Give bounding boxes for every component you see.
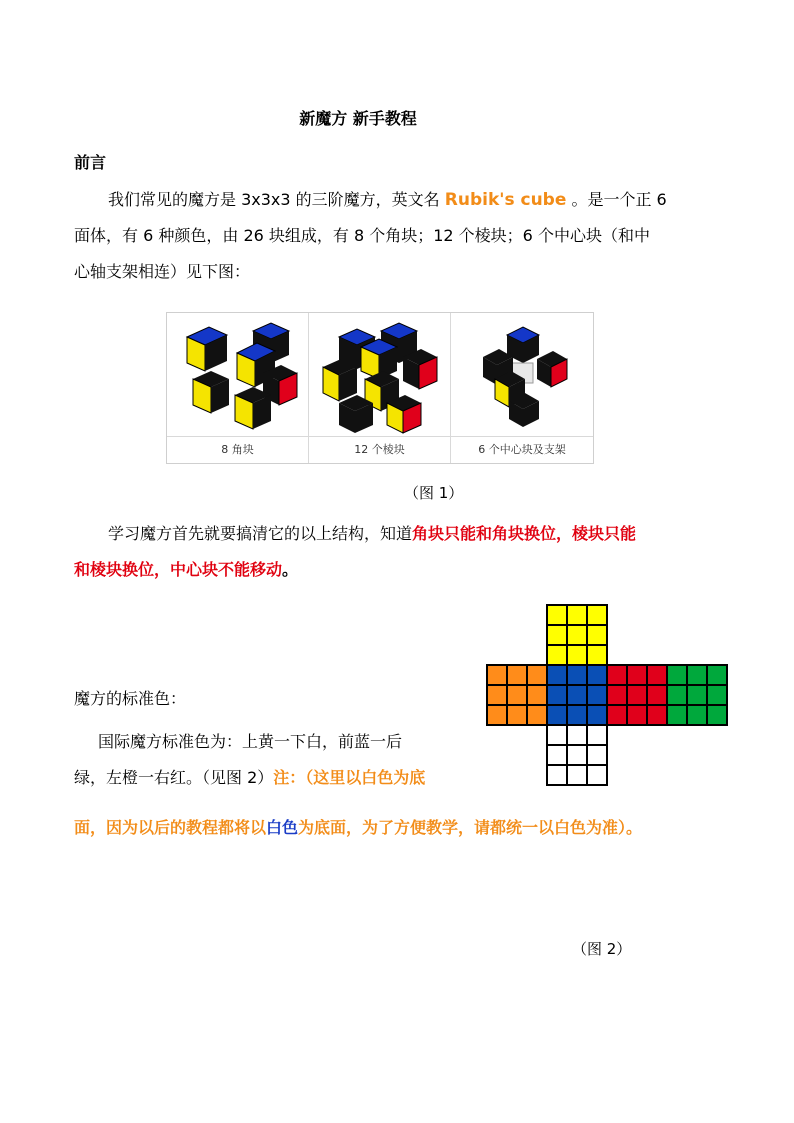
sticker	[667, 665, 687, 685]
sticker	[547, 745, 567, 765]
cube-piece	[537, 351, 567, 387]
standard-line-1: 国际魔方标准色为：上黄一下白，前蓝一后	[98, 732, 403, 751]
figure-1-caption-corners: 8 角块	[167, 436, 308, 463]
figure-2-label: （图 2）	[572, 940, 632, 958]
figure-1-label: （图 1）	[404, 484, 464, 502]
figure-1-caption-centers: 6 个中心块及支架	[451, 436, 593, 463]
face-left	[487, 665, 547, 725]
edge-pieces-illustration	[309, 317, 450, 435]
intro-line-2: 面体，有 6 种颜色，由 26 块组成，有 8 个角块；12 个棱块；6 个中心块（和中	[74, 226, 650, 245]
sticker	[667, 705, 687, 725]
figure-1-caption-edges: 12 个棱块	[309, 436, 450, 463]
face-up	[547, 605, 607, 665]
sticker	[607, 665, 627, 685]
sticker	[647, 705, 667, 725]
sticker	[627, 685, 647, 705]
sticker	[567, 685, 587, 705]
sticker	[587, 765, 607, 785]
sticker	[647, 685, 667, 705]
white-highlight: 白色	[266, 818, 299, 837]
face-back	[667, 665, 727, 725]
edge-pieces-panel	[309, 313, 451, 463]
sticker	[567, 745, 587, 765]
sticker	[507, 705, 527, 725]
cube-piece	[403, 349, 437, 389]
sticker	[487, 665, 507, 685]
corner-pieces-illustration	[167, 317, 308, 435]
sticker	[627, 665, 647, 685]
intro-text: 我们常见的魔方是 3x3x3 的三阶魔方，英文名	[108, 190, 440, 209]
cube-piece	[193, 371, 229, 413]
intro-text: 。是一个正 6	[571, 190, 667, 209]
sticker	[587, 685, 607, 705]
sticker	[587, 645, 607, 665]
sticker	[567, 765, 587, 785]
structure-rule-highlight: 和棱块换位，中心块不能移动	[74, 560, 283, 579]
structure-rule-highlight: 角块只能和角块换位，棱块只能	[412, 524, 637, 543]
sticker	[567, 625, 587, 645]
figure-2-cube-net	[486, 604, 728, 786]
sticker	[707, 705, 727, 725]
sticker	[587, 665, 607, 685]
sticker	[567, 645, 587, 665]
note-text: 为底面，为了方便教学，请都统一以白色为准）。	[298, 818, 643, 837]
sticker	[687, 685, 707, 705]
sticker	[587, 625, 607, 645]
sticker	[707, 665, 727, 685]
note-line-2	[74, 814, 764, 842]
intro-line-1	[74, 182, 744, 218]
sticker	[487, 685, 507, 705]
structure-line-1	[74, 516, 744, 552]
page-title: 新魔方 新手教程	[299, 109, 417, 128]
sticker	[567, 705, 587, 725]
sticker	[487, 705, 507, 725]
sticker	[547, 765, 567, 785]
brand-name: Rubik's cube	[444, 190, 567, 210]
cube-piece	[235, 387, 271, 429]
sticker	[587, 745, 607, 765]
sticker	[647, 665, 667, 685]
sticker	[527, 685, 547, 705]
sticker	[547, 645, 567, 665]
sticker	[527, 665, 547, 685]
sticker	[687, 665, 707, 685]
sticker	[547, 705, 567, 725]
standard-colors-paragraph	[74, 724, 484, 796]
sticker	[547, 685, 567, 705]
sticker	[567, 605, 587, 625]
note-start: 注：（这里以白色为底	[273, 768, 426, 787]
standard-line-2	[74, 760, 484, 796]
sticker	[607, 685, 627, 705]
sticker	[547, 625, 567, 645]
standard-text: 绿，左橙一右红。（见图 2）	[74, 768, 274, 787]
face-right	[607, 665, 667, 725]
corner-pieces-panel	[167, 313, 309, 463]
face-down	[547, 725, 607, 785]
structure-text: 学习魔方首先就要搞清它的以上结构，知道	[108, 524, 413, 543]
sticker	[587, 605, 607, 625]
sticker	[547, 605, 567, 625]
structure-line-2	[74, 552, 744, 588]
sticker	[707, 685, 727, 705]
cube-piece	[339, 395, 373, 433]
sticker	[507, 685, 527, 705]
sticker	[507, 665, 527, 685]
sticker	[567, 725, 587, 745]
sticker	[547, 725, 567, 745]
structure-paragraph	[74, 516, 744, 588]
cube-piece	[187, 327, 227, 371]
center-pieces-illustration	[451, 317, 593, 435]
intro-paragraph	[74, 182, 744, 290]
sticker	[587, 705, 607, 725]
sticker	[547, 665, 567, 685]
structure-end: 。	[282, 560, 299, 579]
center-pieces-panel	[451, 313, 593, 463]
note-text: 面，因为以后的教程都将以	[74, 818, 267, 837]
section-heading: 前言	[74, 153, 107, 172]
intro-line-3: 心轴支架相连）见下图：	[74, 262, 251, 281]
sticker	[527, 705, 547, 725]
sticker	[567, 665, 587, 685]
standard-colors-heading: 魔方的标准色：	[74, 689, 187, 708]
sticker	[687, 705, 707, 725]
sticker	[667, 685, 687, 705]
figure-1-cube-pieces	[166, 312, 594, 464]
cube-piece	[323, 359, 357, 401]
face-front	[547, 665, 607, 725]
sticker	[587, 725, 607, 745]
sticker	[627, 705, 647, 725]
sticker	[607, 705, 627, 725]
